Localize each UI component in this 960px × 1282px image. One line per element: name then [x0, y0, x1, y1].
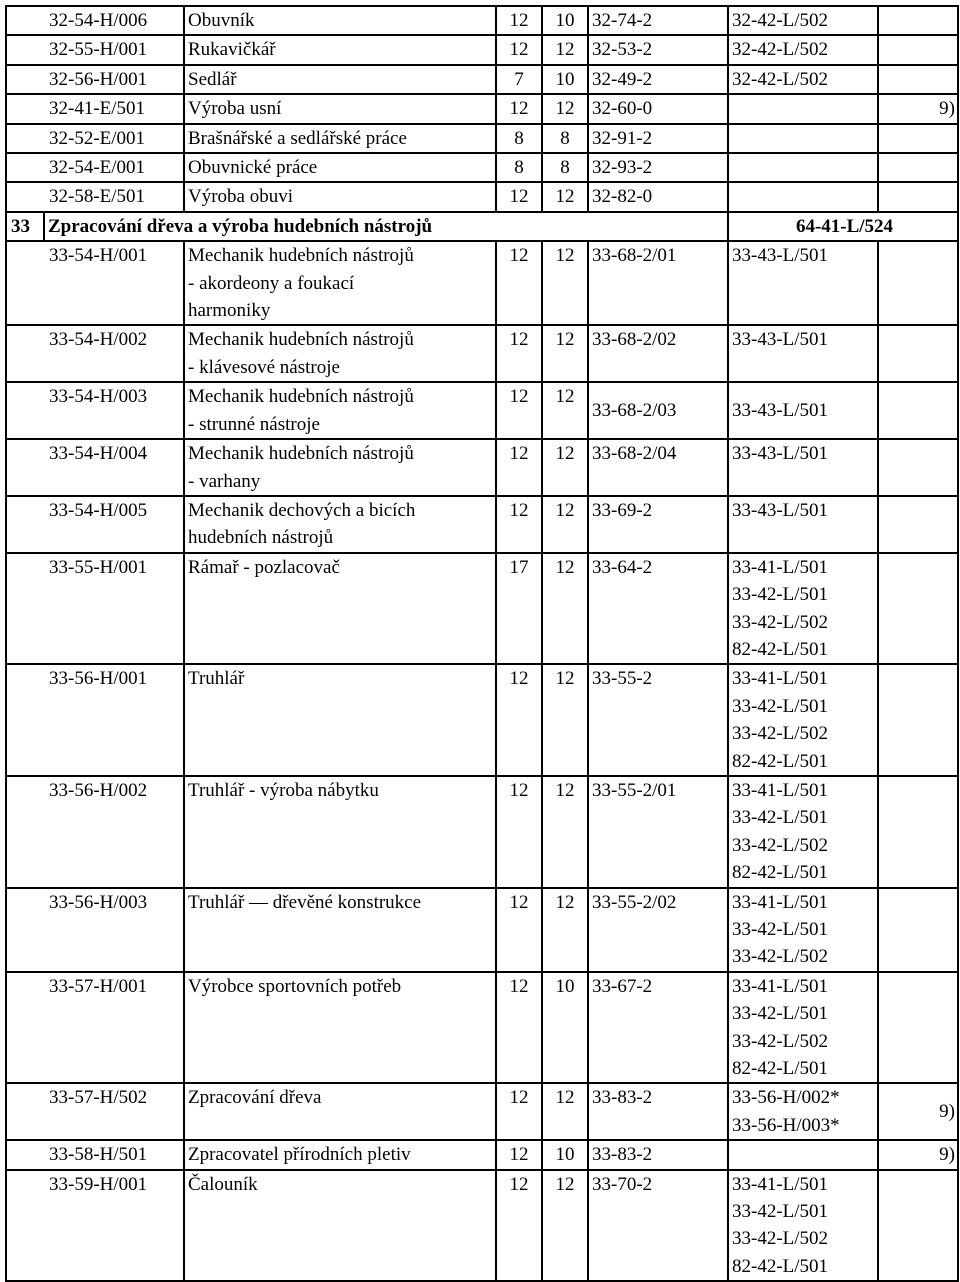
related-code: 33-41-L/501 — [732, 1173, 829, 1195]
footnote-ref — [878, 888, 958, 972]
occupation-name-line: Mechanik hudebních nástrojů — [188, 443, 414, 465]
occupation-name — [184, 776, 496, 888]
related-code: 33-42-L/501 — [732, 695, 829, 717]
footnote-ref — [878, 35, 958, 64]
occupation-name-line: Výroba usní — [188, 98, 282, 120]
occupation-name-line: Sedlář — [188, 68, 237, 90]
value-b: 12 — [542, 35, 588, 64]
occupation-code: 32-56-H/001 — [6, 65, 184, 94]
occupations-table — [5, 5, 959, 1282]
related-code: 33-42-L/502 — [732, 834, 829, 856]
related-code: 33-42-L/502 — [732, 946, 829, 968]
occupation-name-line: Rámař - pozlacovač — [188, 556, 340, 578]
occupation-name-line: Truhlář — dřevěné konstrukce — [188, 891, 422, 913]
kkov-code: 33-70-2 — [588, 1170, 728, 1282]
occupation-name — [184, 6, 496, 35]
table-row — [6, 496, 958, 553]
group-number: 33 — [6, 212, 44, 241]
footnote-ref — [878, 65, 958, 94]
footnote-ref — [878, 241, 958, 325]
value-a: 12 — [496, 1083, 542, 1140]
related-code: 33-43-L/501 — [732, 499, 829, 521]
value-b: 12 — [542, 182, 588, 211]
related-code: 33-43-L/501 — [732, 399, 829, 421]
occupation-name-line: Mechanik hudebních nástrojů — [188, 329, 414, 351]
occupation-code: 33-59-H/001 — [6, 1170, 184, 1282]
occupation-name-line: Výrobce sportovních potřeb — [188, 975, 402, 997]
related-code: 82-42-L/501 — [732, 1255, 829, 1277]
kkov-code: 32-82-0 — [588, 182, 728, 211]
value-a: 12 — [496, 972, 542, 1084]
value-a: 12 — [496, 1140, 542, 1169]
kkov-code: 32-91-2 — [588, 124, 728, 153]
related-codes — [728, 1083, 878, 1140]
footnote-ref — [878, 182, 958, 211]
kkov-code: 33-69-2 — [588, 496, 728, 553]
value-b: 12 — [542, 94, 588, 123]
related-codes — [728, 94, 878, 123]
kkov-code: 33-68-2/04 — [588, 439, 728, 496]
occupation-name-line: Mechanik dechových a bicích — [188, 499, 416, 521]
occupation-code: 33-54-H/004 — [6, 439, 184, 496]
table-row — [6, 6, 958, 35]
value-b: 10 — [542, 6, 588, 35]
table-row — [6, 439, 958, 496]
kkov-code: 33-83-2 — [588, 1083, 728, 1140]
related-code: 33-43-L/501 — [732, 443, 829, 465]
kkov-code: 32-74-2 — [588, 6, 728, 35]
value-b: 10 — [542, 1140, 588, 1169]
kkov-code: 32-53-2 — [588, 35, 728, 64]
footnote-ref — [878, 496, 958, 553]
related-codes — [728, 382, 878, 439]
occupation-name — [184, 65, 496, 94]
related-code: 33-42-L/502 — [732, 723, 829, 745]
related-code — [732, 95, 877, 122]
occupation-name-line: - varhany — [188, 470, 261, 492]
value-a: 12 — [496, 888, 542, 972]
occupation-name-line: harmoniky — [188, 300, 271, 322]
value-b: 12 — [542, 1170, 588, 1282]
footnote-ref — [878, 153, 958, 182]
value-a: 12 — [496, 496, 542, 553]
value-b: 12 — [542, 664, 588, 776]
value-a: 12 — [496, 382, 542, 439]
occupation-name-line: - akordeony a foukací — [188, 272, 355, 294]
related-code: 82-42-L/501 — [732, 1058, 829, 1080]
table-row — [6, 35, 958, 64]
occupation-code: 33-54-H/001 — [6, 241, 184, 325]
related-code: 32-42-L/502 — [732, 39, 829, 61]
footnote-ref — [878, 382, 958, 439]
related-code: 33-42-L/501 — [732, 584, 829, 606]
value-a: 12 — [496, 35, 542, 64]
value-a: 12 — [496, 6, 542, 35]
related-codes — [728, 496, 878, 553]
value-a: 12 — [496, 1170, 542, 1282]
related-code: 32-42-L/502 — [732, 10, 829, 31]
related-code: 33-43-L/501 — [732, 329, 829, 351]
value-a: 12 — [496, 776, 542, 888]
kkov-code: 32-49-2 — [588, 65, 728, 94]
occupation-code: 33-58-H/501 — [6, 1140, 184, 1169]
occupation-name — [184, 972, 496, 1084]
kkov-code: 33-55-2/01 — [588, 776, 728, 888]
table-row — [6, 382, 958, 439]
value-a: 12 — [496, 664, 542, 776]
occupation-name — [184, 241, 496, 325]
table-row — [6, 153, 958, 182]
occupation-name-line: Výroba obuvi — [188, 186, 294, 208]
value-b: 12 — [542, 888, 588, 972]
related-code: 33-41-L/501 — [732, 779, 829, 801]
value-b: 10 — [542, 65, 588, 94]
occupation-name — [184, 35, 496, 64]
related-codes — [728, 35, 878, 64]
value-a: 8 — [496, 124, 542, 153]
value-a: 12 — [496, 241, 542, 325]
occupation-code: 33-57-H/502 — [6, 1083, 184, 1140]
footnote-ref — [878, 664, 958, 776]
occupation-code: 33-57-H/001 — [6, 972, 184, 1084]
value-a: 17 — [496, 553, 542, 665]
footnote-ref — [878, 553, 958, 665]
table-row — [6, 65, 958, 94]
occupation-code: 33-55-H/001 — [6, 553, 184, 665]
table-row — [6, 124, 958, 153]
related-codes — [728, 241, 878, 325]
related-code: 33-42-L/501 — [732, 807, 829, 829]
related-codes — [728, 553, 878, 665]
occupation-code: 32-54-E/001 — [6, 153, 184, 182]
footnote-ref: 9) — [878, 1083, 958, 1140]
related-codes — [728, 1170, 878, 1282]
kkov-code: 33-55-2/02 — [588, 888, 728, 972]
occupation-name-line: Čalouník — [188, 1173, 258, 1195]
related-codes — [728, 439, 878, 496]
related-code: 33-42-L/502 — [732, 1228, 829, 1250]
related-codes — [728, 888, 878, 972]
related-code: 82-42-L/501 — [732, 638, 829, 660]
occupation-code: 32-52-E/001 — [6, 124, 184, 153]
occupation-name-line: Rukavičkář — [188, 39, 276, 61]
value-a: 12 — [496, 182, 542, 211]
related-code: 33-42-L/501 — [732, 919, 829, 940]
occupation-name-line: Truhlář — [188, 668, 245, 690]
related-code — [732, 125, 877, 152]
occupation-name-line: Brašnářské a sedlářské práce — [188, 127, 407, 149]
related-codes — [728, 6, 878, 35]
occupation-code: 33-56-H/001 — [6, 664, 184, 776]
related-code: 33-42-L/502 — [732, 611, 829, 633]
kkov-code: 33-55-2 — [588, 664, 728, 776]
value-b: 12 — [542, 241, 588, 325]
footnote-ref — [878, 439, 958, 496]
related-code — [732, 154, 877, 181]
kkov-code: 33-83-2 — [588, 1140, 728, 1169]
kkov-code: 33-68-2/03 — [588, 382, 728, 439]
occupation-name — [184, 553, 496, 665]
footnote-ref — [878, 124, 958, 153]
occupation-name — [184, 382, 496, 439]
occupation-code: 33-56-H/003 — [6, 888, 184, 972]
occupation-name — [184, 664, 496, 776]
occupation-name-line: - strunné nástroje — [188, 413, 320, 435]
footnote-ref — [878, 1170, 958, 1282]
occupation-code: 33-56-H/002 — [6, 776, 184, 888]
value-b: 12 — [542, 382, 588, 439]
occupation-name-line: Zpracování dřeva — [188, 1087, 322, 1109]
group-title: Zpracování dřeva a výroba hudebních nástrojů — [44, 212, 728, 241]
related-code: 33-42-L/502 — [732, 1030, 829, 1052]
occupation-name — [184, 182, 496, 211]
table-row — [6, 972, 958, 1084]
kkov-code: 33-64-2 — [588, 553, 728, 665]
value-b: 8 — [542, 153, 588, 182]
table-row — [6, 776, 958, 888]
kkov-code: 33-68-2/01 — [588, 241, 728, 325]
value-b: 12 — [542, 1083, 588, 1140]
related-code — [732, 183, 877, 210]
related-codes — [728, 182, 878, 211]
occupation-name — [184, 325, 496, 382]
related-codes — [728, 1140, 878, 1169]
related-codes — [728, 972, 878, 1084]
related-code: 82-42-L/501 — [732, 862, 829, 884]
related-codes — [728, 325, 878, 382]
value-b: 12 — [542, 553, 588, 665]
occupation-name — [184, 1170, 496, 1282]
footnote-ref — [878, 325, 958, 382]
related-code: 33-43-L/501 — [732, 245, 829, 267]
related-code: 33-41-L/501 — [732, 975, 829, 997]
occupation-name — [184, 124, 496, 153]
table-row — [6, 325, 958, 382]
related-codes — [728, 124, 878, 153]
value-a: 12 — [496, 325, 542, 382]
kkov-code: 32-60-0 — [588, 94, 728, 123]
related-code: 32-42-L/502 — [732, 68, 829, 90]
kkov-code: 33-68-2/02 — [588, 325, 728, 382]
occupation-name-line: - klávesové nástroje — [188, 356, 340, 378]
table-row — [6, 182, 958, 211]
related-code: 33-56-H/003* — [732, 1114, 840, 1136]
related-code: 33-41-L/501 — [732, 891, 829, 913]
footnote-ref: 9) — [878, 94, 958, 123]
related-code: 33-41-L/501 — [732, 556, 829, 578]
occupation-name — [184, 153, 496, 182]
related-codes — [728, 776, 878, 888]
table-row — [6, 1170, 958, 1282]
occupation-code: 32-54-H/006 — [6, 6, 184, 35]
table-row — [6, 241, 958, 325]
occupation-code: 32-41-E/501 — [6, 94, 184, 123]
occupation-name-line: Zpracovatel přírodních pletiv — [188, 1144, 411, 1166]
occupation-name — [184, 496, 496, 553]
footnote-ref — [878, 6, 958, 35]
value-b: 12 — [542, 325, 588, 382]
value-a: 12 — [496, 94, 542, 123]
value-b: 12 — [542, 496, 588, 553]
value-b: 10 — [542, 972, 588, 1084]
occupation-code: 33-54-H/003 — [6, 382, 184, 439]
occupation-code: 32-55-H/001 — [6, 35, 184, 64]
occupation-code: 33-54-H/005 — [6, 496, 184, 553]
occupation-name-line: Obuvnické práce — [188, 157, 318, 179]
value-b: 12 — [542, 776, 588, 888]
table-row — [6, 888, 958, 972]
footnote-ref: 9) — [878, 1140, 958, 1169]
value-b: 12 — [542, 439, 588, 496]
related-code: 33-41-L/501 — [732, 668, 829, 690]
occupation-name — [184, 94, 496, 123]
occupation-name-line: Truhlář - výroba nábytku — [188, 779, 379, 801]
related-codes — [728, 153, 878, 182]
related-code: 33-56-H/002* — [732, 1087, 840, 1109]
value-a: 7 — [496, 65, 542, 94]
value-b: 8 — [542, 124, 588, 153]
value-a: 12 — [496, 439, 542, 496]
occupation-name-line: Obuvník — [188, 10, 255, 31]
related-code — [732, 1141, 877, 1168]
occupation-name-line: hudebních nástrojů — [188, 527, 334, 549]
table-row — [6, 1083, 958, 1140]
occupation-name — [184, 439, 496, 496]
occupation-name — [184, 888, 496, 972]
occupation-name-line: Mechanik hudebních nástrojů — [188, 386, 414, 408]
value-a: 8 — [496, 153, 542, 182]
occupation-name — [184, 1140, 496, 1169]
kkov-code: 32-93-2 — [588, 153, 728, 182]
kkov-code: 33-67-2 — [588, 972, 728, 1084]
group-row — [6, 212, 958, 241]
table-row — [6, 1140, 958, 1169]
group-related-code: 64-41-L/524 — [728, 212, 958, 241]
footnote-ref — [878, 972, 958, 1084]
footnote-ref — [878, 776, 958, 888]
occupation-name — [184, 1083, 496, 1140]
occupation-code: 32-58-E/501 — [6, 182, 184, 211]
occupation-name-line: Mechanik hudebních nástrojů — [188, 245, 414, 267]
related-codes — [728, 65, 878, 94]
related-code: 82-42-L/501 — [732, 750, 829, 772]
table-row — [6, 553, 958, 665]
table-row — [6, 664, 958, 776]
related-code: 33-42-L/501 — [732, 1201, 829, 1223]
table-row — [6, 94, 958, 123]
related-code: 33-42-L/501 — [732, 1003, 829, 1025]
occupation-code: 33-54-H/002 — [6, 325, 184, 382]
related-codes — [728, 664, 878, 776]
